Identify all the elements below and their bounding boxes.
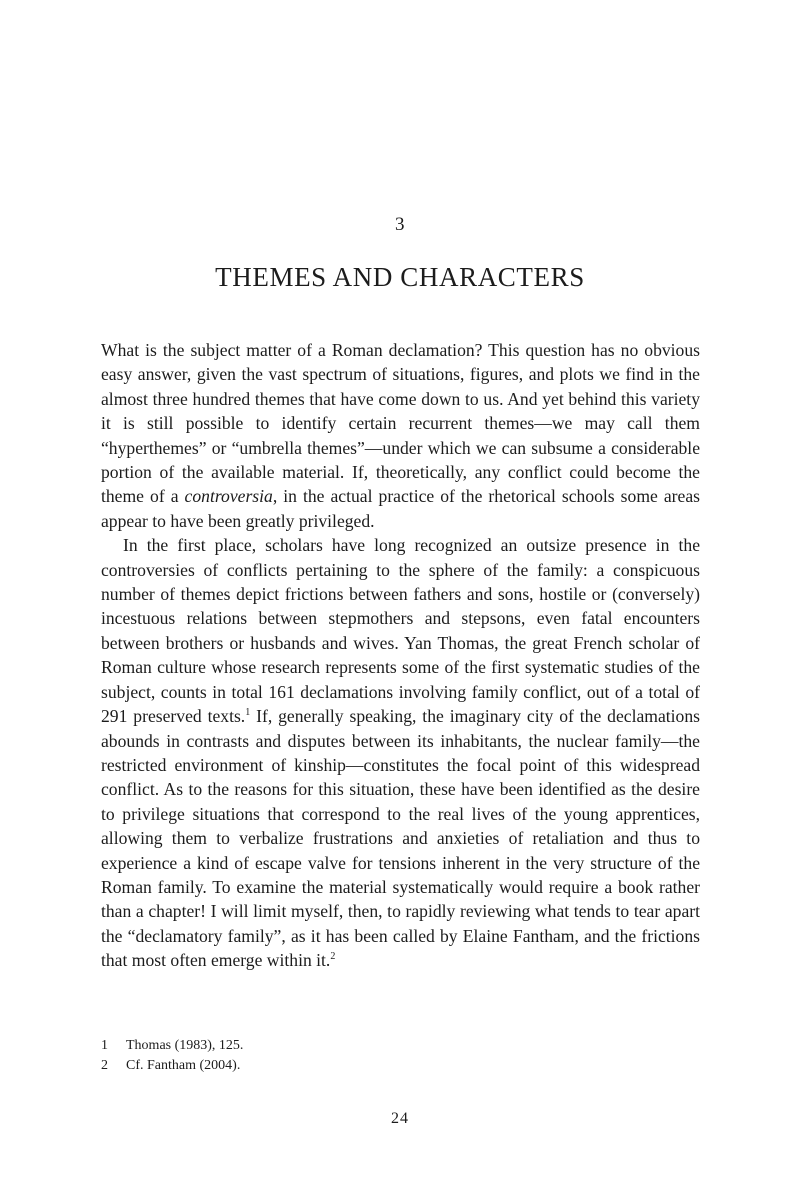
- chapter-title: THEMES AND CHARACTERS: [215, 262, 585, 292]
- footnote-text: Thomas (1983), 125.: [126, 1038, 244, 1053]
- paragraph-1-text-b: , in the actual practice of the rhetorical schools some areas appear to have been greatly privileged.: [101, 486, 700, 531]
- footnotes: [101, 1036, 700, 1076]
- paragraph-2-text-a: In the first place, scholars have long recognized an outsize presence in the controversies of conflicts pertaining to the sphere of the family: a conspicuous number of themes depict frictions between fathers and sons, hostile or (conversely) incestuous relations between stepmothers and stepsons, even fatal encounters between brothers or husbands and wives. Yan Thomas, the great French scholar of Roman culture whose research represents some of the first systematic studies of the subject, counts in total 161 declamations involving family conflict, out of a total of 291 preserved texts.: [101, 535, 700, 727]
- chapter-number: 3: [395, 214, 405, 235]
- footnote-2: [101, 1056, 700, 1076]
- paragraph-1-text-a: What is the subject matter of a Roman declamation? This question has no obvious easy answer, given the vast spectrum of situations, figures, and plots we find in the almost three hundred themes that have come down to us. And yet behind this variety it is still possible to identify certain recurrent themes—we may call them “hyperthemes” or “umbrella themes”—under which we can subsume a considerable portion of the available material. If, theoretically, any conflict could become the theme of a: [101, 340, 700, 507]
- footnote-text: Cf. Fantham (2004).: [126, 1058, 241, 1073]
- footnote-1: [101, 1036, 700, 1056]
- italic-term: controversia: [184, 486, 273, 507]
- paragraph-2-text-b: If, generally speaking, the imaginary city of the declamations abounds in contrasts and disputes between its inhabitants, the nuclear family—the restricted environment of kinship—constitutes the focal point of this widespread conflict. As to the reasons for this situation, these have been identified as the desire to privilege situations that correspond to the real lives of the young apprentices, allowing them to verbalize frustrations and anxieties of retaliation and thus to experience a kind of escape valve for tensions inherent in the very structure of the Roman family. To examine the material systematically would require a book rather than a chapter! I will limit myself, then, to rapidly reviewing what tends to tear apart the “declamatory family”, as it has been called by Elaine Fantham, and the frictions that most often emerge within it.: [101, 706, 700, 971]
- paragraph-2: [101, 533, 700, 972]
- footnote-ref-2: 2: [330, 951, 336, 963]
- footnote-ref-1: 1: [245, 707, 251, 719]
- paragraph-1: [101, 338, 700, 533]
- footnote-number: 1: [101, 1038, 108, 1053]
- page-number: 24: [391, 1110, 409, 1127]
- footnote-number: 2: [101, 1058, 108, 1073]
- body-text: [101, 338, 700, 973]
